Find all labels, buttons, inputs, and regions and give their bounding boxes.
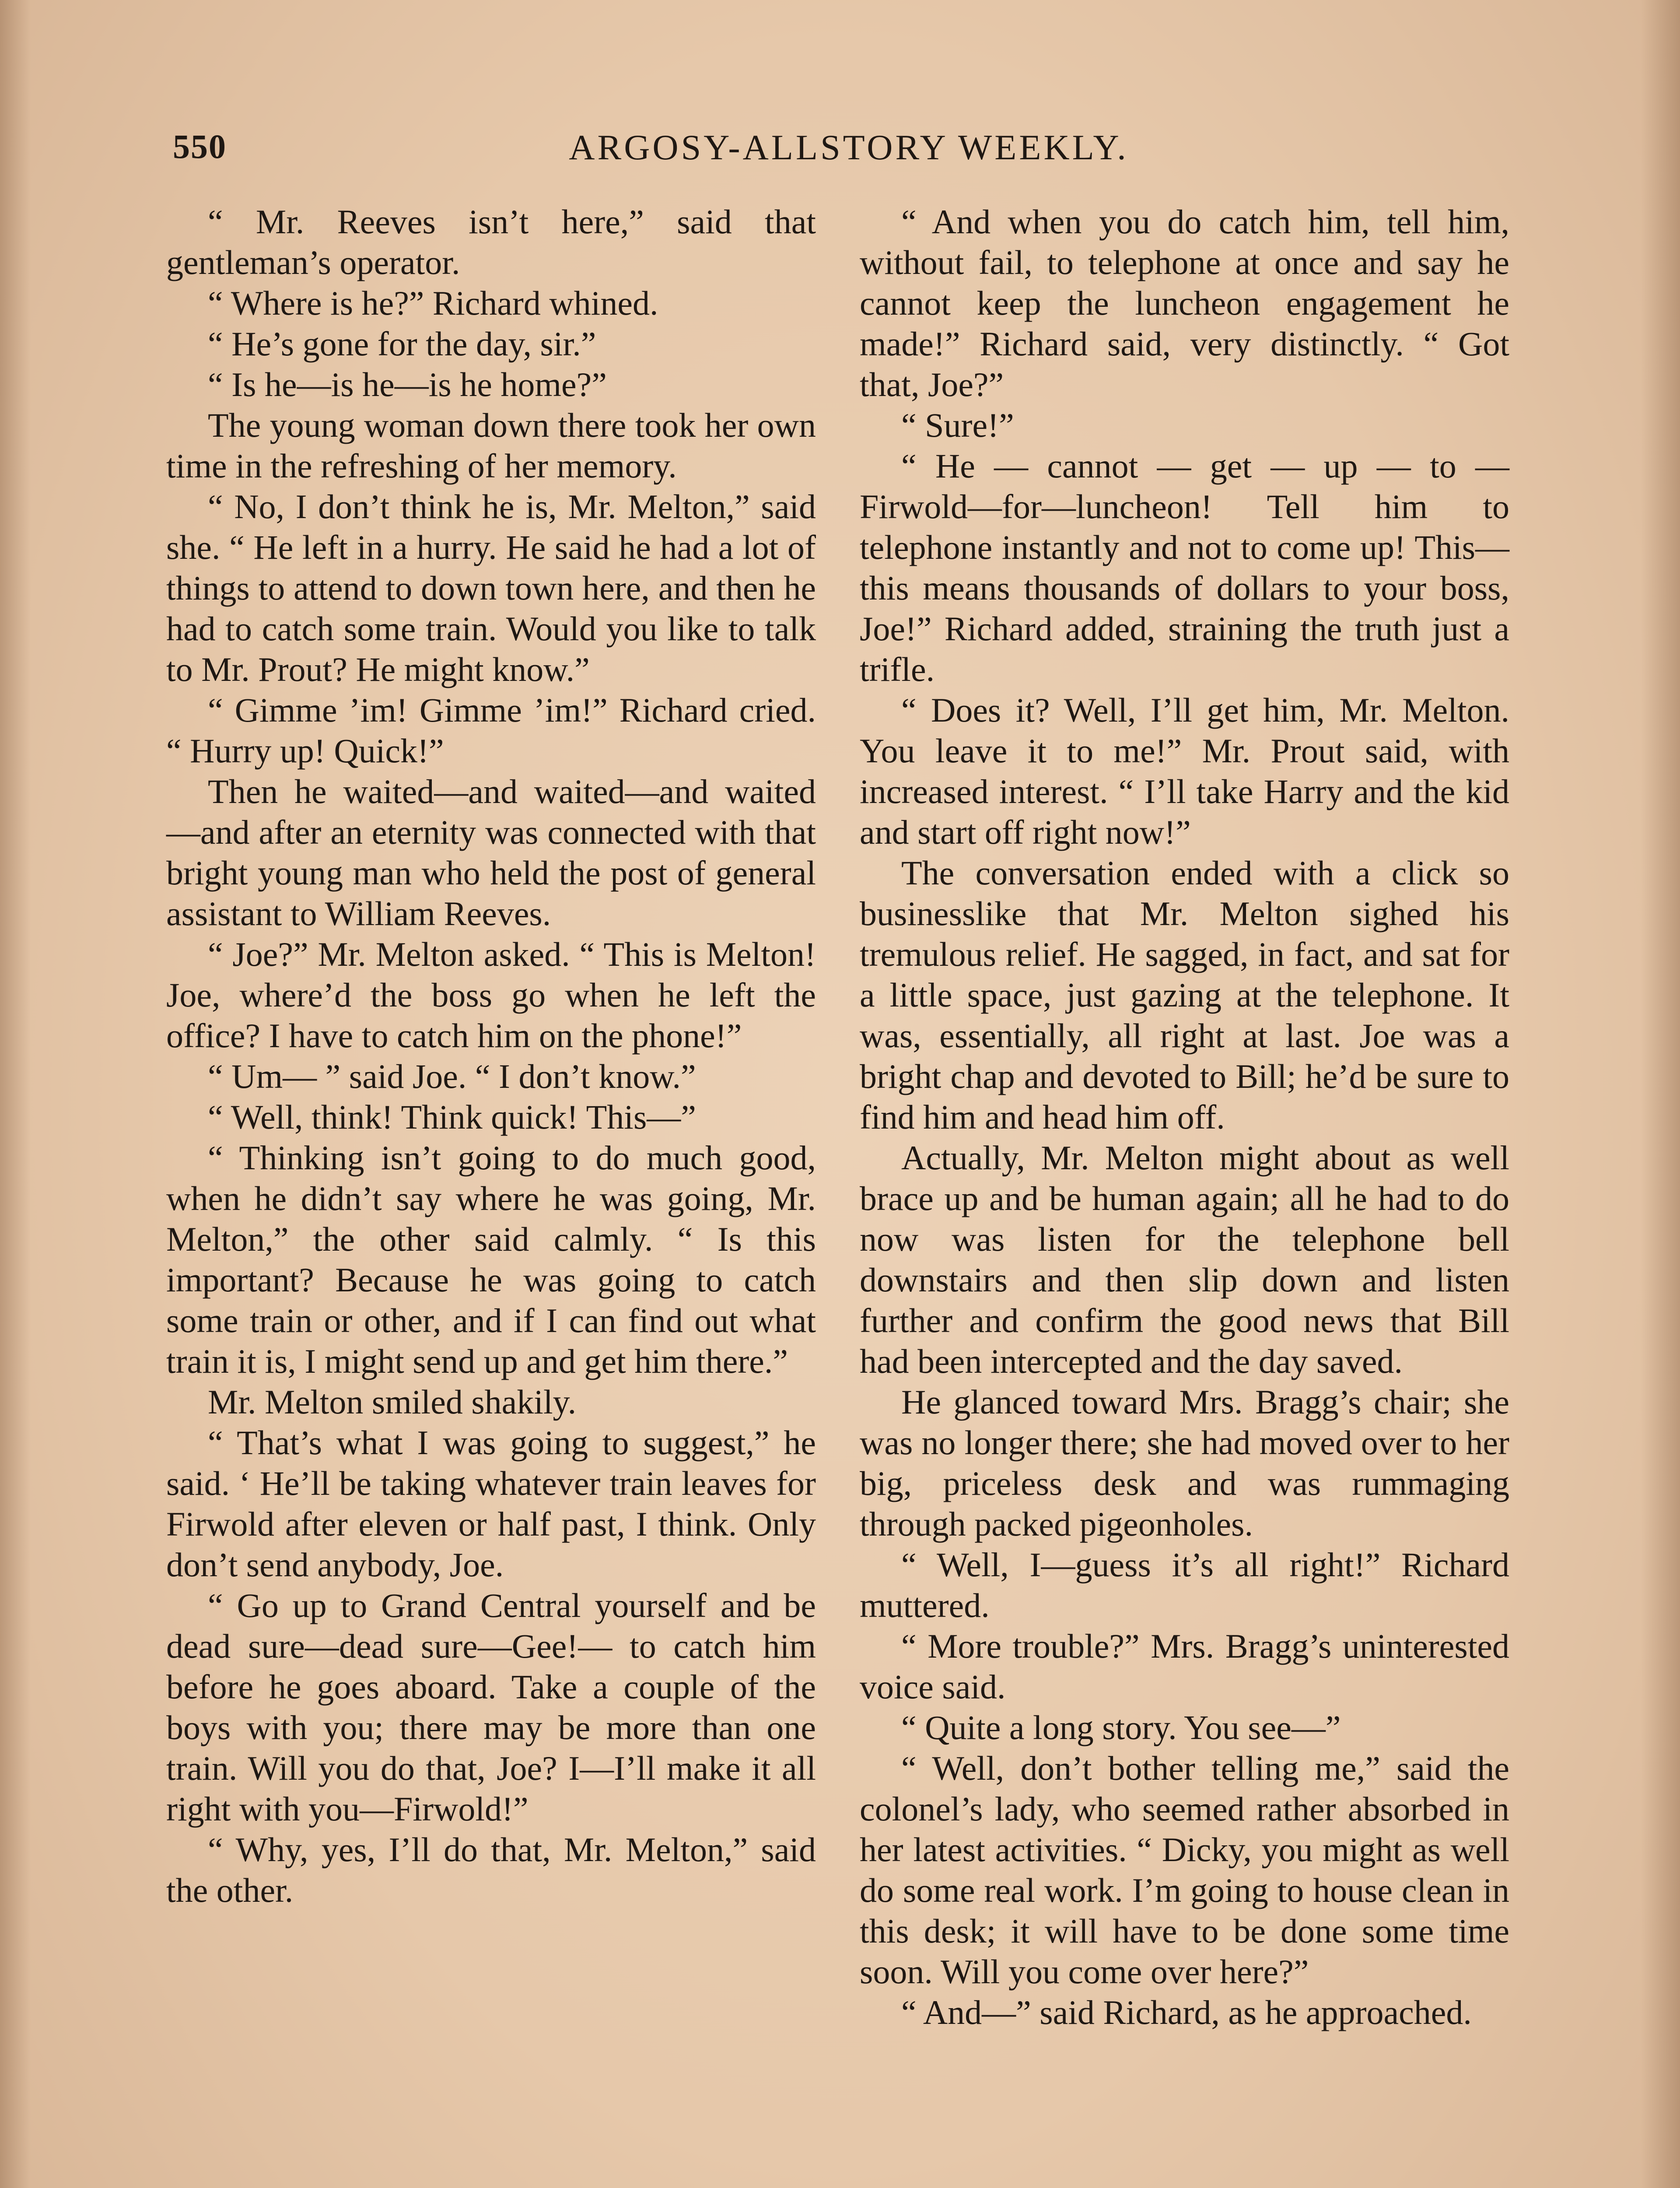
left-column <box>166 201 816 1911</box>
paragraph: “ Where is he?” Richard whined. <box>208 284 658 322</box>
paragraph: Actually, Mr. Melton might about as well brace up and be human again; all he had to do now was listen for the telephone bell downstairs and then slip down and listen further and confirm the good news that Bill had been intercepted and the day saved. <box>860 1139 1509 1380</box>
paragraph: “ No, I don’t think he is, Mr. Melton,” said she. “ He left in a hurry. He said he had a lot of things to attend to down town here, and then he had to catch some train. Would you like to talk to Mr. Prout? He might know.” <box>166 487 816 688</box>
paragraph: “ Sure!” <box>901 406 1014 444</box>
paragraph: Then he waited—and waited—and waited—and after an eternity was connected with that bright young man who held the post of general assistant to William Reeves. <box>166 772 816 933</box>
running-head <box>173 127 1525 175</box>
paragraph: “ He — cannot — get — up — to — Firwold—for—luncheon! Tell him to telephone instantly and not to come up! This—this means thousands of dollars to your boss, Joe!” Richard added, straining the truth just a trifle. <box>860 447 1509 688</box>
magazine-title: ARGOSY-ALLSTORY WEEKLY. <box>569 127 1129 167</box>
paragraph: “ Does it? Well, I’ll get him, Mr. Melton. You leave it to me!” Mr. Prout said, with increased interest. “ I’ll take Harry and the kid and start off right now!” <box>860 691 1509 851</box>
paragraph: “ Quite a long story. You see—” <box>901 1708 1341 1746</box>
paragraph: “ And—” said Richard, as he approached. <box>901 1993 1472 2031</box>
paragraph: “ Why, yes, I’ll do that, Mr. Melton,” said the other. <box>166 1830 816 1909</box>
paragraph: “ Is he—is he—is he home?” <box>208 365 607 403</box>
paragraph: “ Um— ” said Joe. “ I don’t know.” <box>208 1057 696 1095</box>
paragraph: “ And when you do catch him, tell him, without fail, to telephone at once and say he cannot keep the luncheon engagement he made!” Richard said, very distinctly. “ Got that, Joe?” <box>860 203 1509 403</box>
paragraph: “ Well, I—guess it’s all right!” Richard muttered. <box>860 1546 1509 1624</box>
paragraph: “ Mr. Reeves isn’t here,” said that gentleman’s operator. <box>166 203 816 281</box>
paragraph: The young woman down there took her own time in the refreshing of her memory. <box>166 406 816 485</box>
paragraph: “ More trouble?” Mrs. Bragg’s uninterested voice said. <box>860 1627 1509 1706</box>
paragraph: “ Gimme ’im! Gimme ’im!” Richard cried. “ Hurry up! Quick!” <box>166 691 816 770</box>
paragraph: “ That’s what I was going to suggest,” he said. ‘ He’ll be taking whatever train leaves for Firwold after eleven or half past, I think. Only don’t send anybody, Joe. <box>166 1424 816 1584</box>
page-number: 550 <box>173 127 227 165</box>
paragraph: “ Go up to Grand Central yourself and be dead sure—dead sure—Gee!— to catch him before he goes aboard. Take a couple of the boys with you; there may be more than one train. Will you do that, Joe? I—I’ll make it all right with you—Firwold!” <box>166 1586 816 1828</box>
paragraph: “ Thinking isn’t going to do much good, when he didn’t say where he was going, Mr. Melton,” the other said calmly. “ Is this important? Because he was going to catch some train or other, and if I can find out what train it is, I might send up and get him there.” <box>166 1139 816 1380</box>
paragraph: “ He’s gone for the day, sir.” <box>208 325 596 363</box>
paragraph: “ Joe?” Mr. Melton asked. “ This is Melton! Joe, where’d the boss go when he left the office? I have to catch him on the phone!” <box>166 935 816 1055</box>
paragraph: Mr. Melton smiled shakily. <box>208 1383 577 1421</box>
paragraph: The conversation ended with a click so businesslike that Mr. Melton sighed his tremulous relief. He sagged, in fact, and sat for a little space, just gazing at the telephone. It was, essentially, all right at last. Joe was a bright chap and devoted to Bill; he’d be sure to find him and head him off. <box>860 854 1509 1136</box>
paragraph: “ Well, think! Think quick! This—” <box>208 1098 696 1136</box>
paragraph: He glanced toward Mrs. Bragg’s chair; she was no longer there; she had moved over to her big, priceless desk and was rummaging through packed pigeonholes. <box>860 1383 1509 1543</box>
right-column <box>860 201 1509 2033</box>
paragraph: “ Well, don’t bother telling me,” said the colonel’s lady, who seemed rather absorbed in her latest activities. “ Dicky, you might as well do some real work. I’m going to house clean in this desk; it will have to be done some time soon. Will you come over here?” <box>860 1749 1509 1991</box>
